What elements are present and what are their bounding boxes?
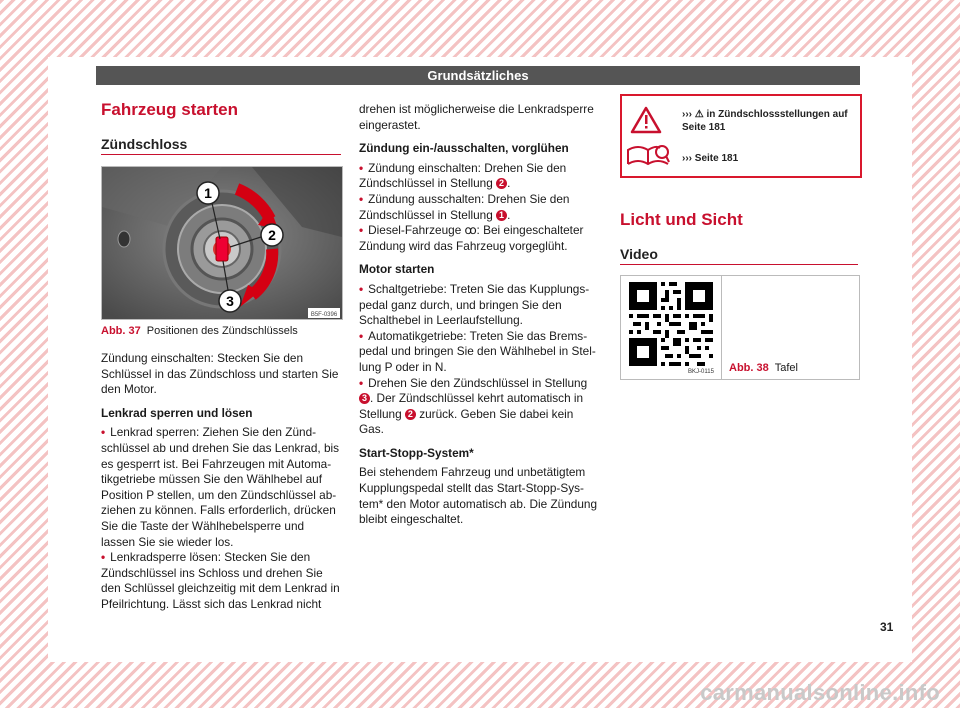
bullet-text: Zündung einschalten: Drehen Sie den Zündschlüssel in Stellung: [359, 160, 567, 191]
svg-text:3: 3: [226, 293, 234, 309]
heading-rule: [620, 264, 858, 265]
warning-reference-line: ››› ⚠ in Zündschlossstellungen auf: [682, 109, 848, 120]
ignition-figure: [101, 166, 343, 320]
watermark: carmanualsonline.info: [700, 680, 940, 705]
bullet-text: Drehen Sie den Zündschlüssel in Stellung: [368, 375, 588, 390]
page-number: 31: [880, 620, 894, 634]
heading-rule: [101, 154, 341, 155]
ignition-illustration: [102, 167, 342, 319]
position-badge: 2: [405, 409, 416, 420]
book-icon: [626, 140, 670, 170]
lock-bullet-1: • Lenkrad sperren: Ziehen Sie den Zündschlüssel ab und drehen Sie das Lenkrad, bis es gesperrt ist. Bei Fahrzeugen mit Automatikgetriebe müssen Sie den Wählhebel auf Position P stellen, um den Zündschlüssel abziehen zu können. Falls erforderlich, drücken Sie die Taste der Wählhebelsperre und lassen Sie sie wieder los.: [101, 425, 341, 550]
warning-reference-text[interactable]: [682, 108, 848, 134]
subsection-heading: Zündschloss: [101, 136, 188, 152]
section-heading-light: Licht und Sicht: [620, 210, 743, 229]
figure-code: B5F-0396: [310, 312, 338, 318]
svg-text:1: 1: [204, 185, 212, 201]
caption-label: Abb. 38: [729, 362, 769, 374]
start-stop-paragraph: Bei stehendem Fahrzeug und unbetätigtem Kupplungspedal stellt das Start-Stopp-System* den Motor automatisch ab. Die Zündung bleibt eingeschaltet.: [359, 465, 598, 527]
section-header-bar: Grundsätzliches: [96, 66, 860, 85]
left-column-text: [101, 351, 341, 613]
motor-bullet-1: • Schaltgetriebe: Treten Sie das Kupplungspedal ganz durch, und bringen Sie den Schalthebel in Leerlaufstellung.: [359, 282, 601, 329]
caption-text: Tafel: [774, 362, 798, 374]
subsection-heading-video: Video: [620, 246, 658, 262]
start-stop-subheading: Start-Stopp-System*: [359, 445, 474, 460]
warning-reference-box: [620, 94, 862, 178]
lock-bullet-2: • Lenkradsperre lösen: Stecken Sie den Zündschlüssel ins Schloss und drehen Sie den Schlüssel gleichzeitig mit dem Lenkrad in Pfeilrichtung. Lässt sich das Lenkrad nicht: [101, 550, 341, 612]
qr-panel: [621, 276, 722, 379]
figure-caption: [729, 362, 798, 374]
motor-subheading: Motor starten: [359, 262, 435, 277]
motor-bullet-2: • Automatikgetriebe: Treten Sie das Bremspedal und bringen Sie den Wählhebel in Stellung P oder in N.: [359, 329, 601, 376]
section-heading: Fahrzeug starten: [101, 100, 238, 119]
ignition-subheading: Zündung ein-/ausschalten, vorglühen: [359, 141, 569, 156]
bullet-text: Zündung ausschalten: Drehen Sie den Zündschlüssel in Stellung: [359, 191, 570, 222]
middle-column-text: [359, 102, 601, 536]
motor-bullet-3: [359, 376, 601, 438]
figure-caption: [101, 325, 298, 337]
warning-icon: [630, 106, 662, 134]
svg-text:2: 2: [268, 227, 276, 243]
bullet-text: . Der Zündschlüssel kehrt automatisch in Stellung: [359, 391, 584, 421]
figure-code: BKJ-0115: [688, 369, 714, 375]
position-badge: 3: [359, 393, 370, 404]
book-reference-text[interactable]: ››› Seite 181: [682, 153, 739, 164]
qr-code-icon[interactable]: [629, 282, 713, 366]
ignition-bullet-1: • Zündung einschalten: Drehen Sie den Zündschlüssel in Stellung 2 .: [359, 161, 601, 192]
ignition-bullet-2: • Zündung ausschalten: Drehen Sie den Zündschlüssel in Stellung 1 .: [359, 192, 601, 223]
position-badge: 1: [496, 210, 507, 221]
position-badge: 2: [496, 178, 507, 189]
continued-paragraph: drehen ist möglicherweise die Lenkradsperre eingerastet.: [359, 102, 594, 132]
caption-label: Abb. 37: [101, 325, 141, 337]
intro-paragraph: Zündung einschalten: Stecken Sie den Schlüssel in das Zündschloss und starten Sie den Motor.: [101, 351, 339, 397]
bullet-text: zurück. Geben Sie dabei kein Gas.: [359, 406, 574, 437]
warning-reference-line: Seite 181: [682, 122, 726, 133]
video-figure: [620, 275, 860, 380]
caption-text: Positionen des Zündschlüssels: [146, 325, 298, 337]
lock-subheading: Lenkrad sperren und lösen: [101, 405, 253, 420]
ignition-bullet-3: • Diesel-Fahrzeuge ꝏ: Bei eingeschalteter Zündung wird das Fahrzeug vorgeglüht.: [359, 223, 601, 254]
